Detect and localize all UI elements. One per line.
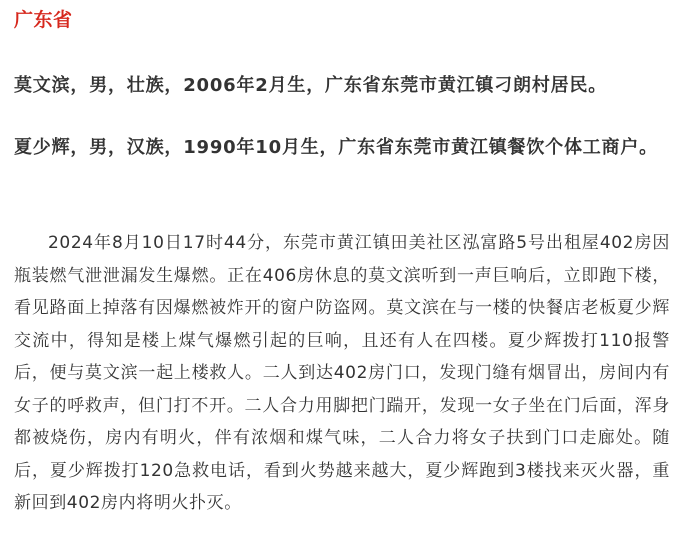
person-profile-mo-wenbin: 莫文滨，男，壮族，2006年2月生，广东省东莞市黄江镇刁朗村居民。 [14,75,608,96]
section-title: 广东省 [14,9,73,31]
person-profile-xia-shaohui: 夏少辉，男，汉族，1990年10月生，广东省东莞市黄江镇餐饮个体工商户。 [14,137,658,158]
article-body-paragraph: 2024年8月10日17时44分，东莞市黄江镇田美社区泓富路5号出租屋402房因瓶装燃气泄泄漏发生爆燃。正在406房休息的莫文滨听到一声巨响后，立即跑下楼，看见路面上掉落有因爆燃被炸开的窗户防盗网。莫文滨在与一楼的快餐店老板夏少辉交流中，得知是楼上煤气爆燃引起的巨响，且还有人在四楼。夏少辉拨打110报警后，便与莫文滨一起上楼救人。二人到达402房门口，发现门缝有烟冒出，房间内有女子的呼救声，但门打不开。二人合力用脚把门踹开，发现一女子坐在门后面，浑身都被烧伤，房内有明火，伴有浓烟和煤气味，二人合力将女子扶到门口走廊处。随后，夏少辉拨打120急救电话，看到火势越来越大，夏少辉跑到3楼找来灭火器，重新回到402房内将明火扑灭。 [14,233,670,513]
